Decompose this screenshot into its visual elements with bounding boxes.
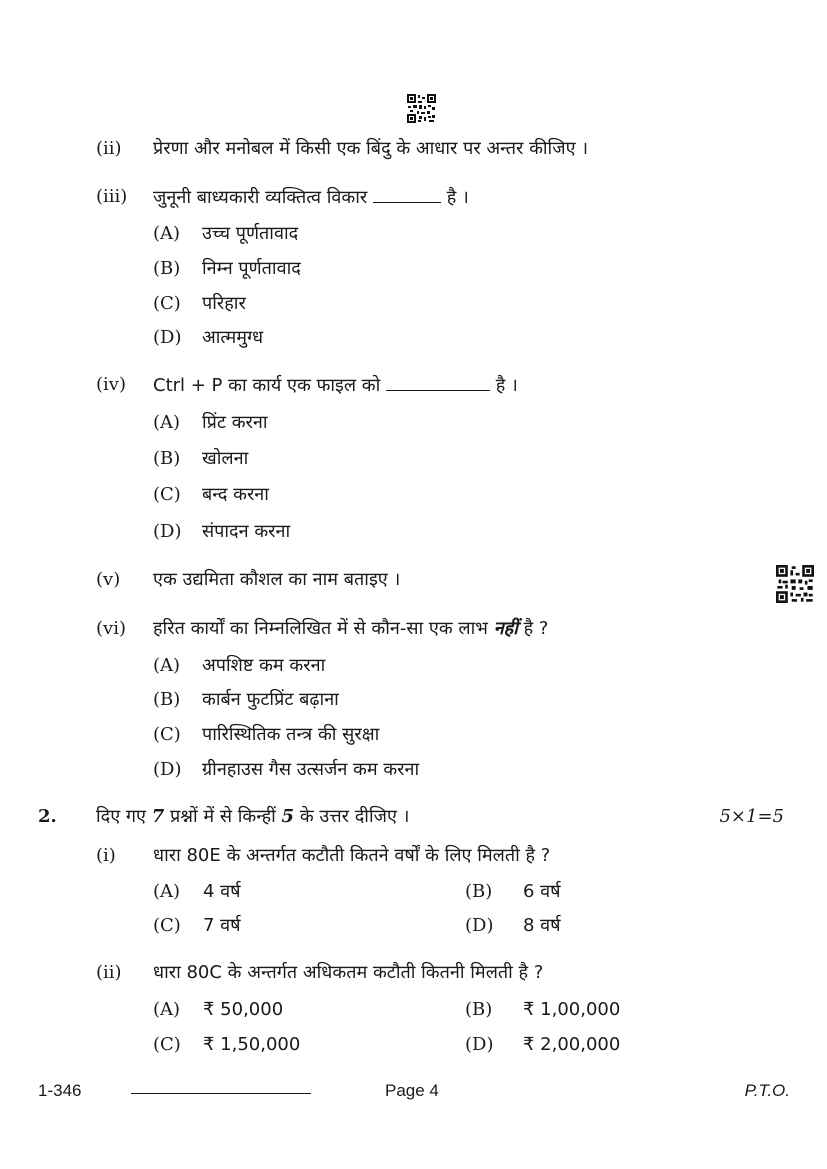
paper-code: 1-346: [38, 1081, 82, 1100]
option-text: संपादन करना: [202, 521, 291, 542]
option-text: 7 वर्ष: [203, 915, 241, 936]
question-number: (ii): [96, 962, 122, 983]
instruction-number: 7: [151, 806, 165, 827]
option-text: ₹ 2,00,000: [523, 1034, 621, 1055]
option-label: (D): [465, 915, 494, 936]
question-text: [153, 186, 469, 209]
footer-divider: [131, 1093, 311, 1094]
option-label: (C): [153, 293, 181, 314]
question-text: धारा 80E के अन्तर्गत कटौती कितने वर्षों के लिए मिलती है ?: [153, 845, 551, 866]
option-text: ग्रीनहाउस गैस उत्सर्जन कम करना: [202, 759, 420, 780]
question-number: (i): [96, 845, 116, 866]
option-label: (D): [153, 759, 182, 780]
option-text: 4 वर्ष: [203, 881, 241, 902]
option-text: अपशिष्ट कम करना: [202, 655, 326, 676]
option-text: 8 वर्ष: [523, 915, 561, 936]
option-label: (A): [153, 655, 181, 676]
question-text: प्रेरणा और मनोबल में किसी एक बिंदु के आधार पर अन्तर कीजिए ।: [153, 138, 589, 159]
option-text: 6 वर्ष: [523, 881, 561, 902]
option-label: (B): [153, 689, 181, 710]
page-number: Page 4: [385, 1081, 439, 1100]
option-text: ₹ 1,50,000: [203, 1034, 301, 1055]
question-text: धारा 80C के अन्तर्गत अधिकतम कटौती कितनी मिलती है ?: [153, 962, 544, 983]
question-text: [153, 374, 518, 397]
option-text: प्रिंट करना: [202, 412, 268, 433]
question-instruction: [96, 806, 409, 828]
instruction-part: प्रश्नों में से किन्हीं: [169, 806, 276, 827]
option-text: कार्बन फुटप्रिंट बढ़ाना: [202, 689, 339, 710]
option-label: (C): [153, 915, 181, 936]
option-label: (C): [153, 484, 181, 505]
question-text: एक उद्यमिता कौशल का नाम बताइए ।: [153, 569, 401, 590]
instruction-number: 5: [281, 806, 295, 827]
qr-code-side-icon: [776, 565, 814, 603]
question-text-part: है ।: [446, 187, 469, 208]
option-text: उच्च पूर्णतावाद: [202, 223, 299, 244]
option-label: (A): [153, 223, 181, 244]
qr-code-top-icon: [407, 94, 436, 123]
option-text: ₹ 50,000: [203, 999, 284, 1020]
option-text: परिहार: [202, 293, 246, 314]
option-label: (D): [465, 1034, 494, 1055]
question-text-part: है ?: [523, 618, 549, 639]
option-label: (B): [465, 881, 493, 902]
option-label: (A): [153, 881, 181, 902]
option-label: (B): [153, 448, 181, 469]
option-text: आत्ममुग्ध: [202, 327, 264, 348]
marks-allocation: 5×1=5: [719, 806, 784, 827]
question-text-part: Ctrl + P का कार्य एक फाइल को: [153, 375, 381, 396]
option-label: (D): [153, 521, 182, 542]
instruction-part: के उत्तर दीजिए ।: [299, 806, 410, 827]
option-label: (A): [153, 999, 181, 1020]
emphasis-text: नहीं: [493, 618, 518, 639]
pto-note: P.T.O.: [744, 1081, 790, 1100]
option-label: (C): [153, 1034, 181, 1055]
question-number: (v): [96, 569, 121, 590]
option-text: ₹ 1,00,000: [523, 999, 621, 1020]
question-number: (ii): [96, 138, 122, 159]
question-number: (iv): [96, 374, 126, 395]
answer-blank: [386, 374, 490, 391]
option-label: (B): [465, 999, 493, 1020]
question-number: 2.: [38, 806, 57, 827]
question-number: (vi): [96, 618, 126, 639]
option-text: निम्न पूर्णतावाद: [202, 258, 301, 279]
option-label: (D): [153, 327, 182, 348]
question-text-part: है ।: [495, 375, 518, 396]
instruction-part: दिए गए: [96, 806, 146, 827]
option-text: खोलना: [202, 448, 249, 469]
option-label: (B): [153, 258, 181, 279]
option-label: (A): [153, 412, 181, 433]
option-text: बन्द करना: [202, 484, 269, 505]
question-text-part: हरित कार्यों का निम्नलिखित में से कौन-सा एक लाभ: [153, 618, 488, 639]
question-text: [153, 618, 548, 640]
option-text: पारिस्थितिक तन्त्र की सुरक्षा: [202, 724, 380, 745]
question-number: (iii): [96, 186, 128, 207]
option-label: (C): [153, 724, 181, 745]
answer-blank: [373, 186, 441, 203]
question-text-part: जुनूनी बाध्यकारी व्यक्तित्व विकार: [153, 187, 368, 208]
